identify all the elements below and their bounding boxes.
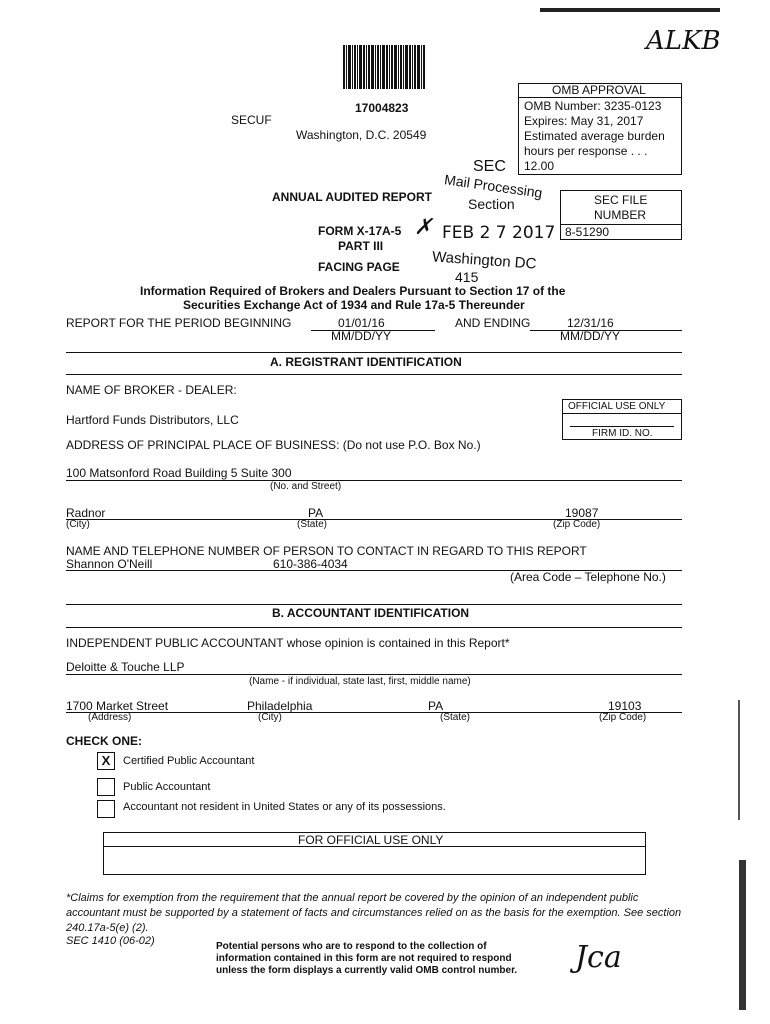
omb-number: OMB Number: 3235-0123 [524,99,662,113]
cpa-label: Certified Public Accountant [123,755,255,767]
period-end-format: MM/DD/YY [560,329,620,343]
public-accountant-checkbox[interactable] [97,778,115,796]
section-a-bottom-rule [66,374,682,375]
accountant-state: PA [428,699,444,713]
form-number: FORM X-17A-5 [318,224,402,238]
section-b-bottom-rule [66,627,682,628]
check-one-label: CHECK ONE: [66,734,143,748]
address-label: ADDRESS OF PRINCIPAL PLACE OF BUSINESS: (Do not use P.O. Box No.) [66,438,481,452]
accountant-state-caption: (State) [440,712,471,723]
period-end-label: AND ENDING [455,316,531,330]
section-a-title: A. REGISTRANT IDENTIFICATION [270,355,462,369]
non-resident-label: Accountant not resident in United States or any of its possessions. [123,801,446,813]
claims-note: *Claims for exemption from the requirement that the annual report be covered by the opinion of an independent public accountant must be supported by a statement of facts and circumstances relied on as the basis for the exemption. See section 240.17a-5(e) (2). [66,892,682,934]
business-city: Radnor [66,506,106,520]
business-zip: 19087 [565,506,599,520]
sec-stamp-city: Washington DC [431,248,537,273]
notice-line-3: unless the form displays a currently valid OMB control number. [216,965,518,976]
sec-file-number: 8-51290 [565,225,610,239]
city-caption: (City) [66,519,90,530]
period-begin-format: MM/DD/YY [331,329,391,343]
sec-stamp-code: 415 [455,269,479,285]
contact-phone: 610-386-4034 [273,557,348,571]
handwritten-signature: Jca [575,940,622,975]
sec-stamp-date: FEB 2 7 2017 [442,223,556,243]
omb-burden-hours: hours per response . . . [524,144,648,158]
period-end: 12/31/16 [567,316,614,330]
accountant-address-caption: (Address) [88,712,132,723]
zip-caption: (Zip Code) [553,519,601,530]
scan-edge-mark [738,700,740,820]
accountant-label: INDEPENDENT PUBLIC ACCOUNTANT whose opinion is contained in this Report* [66,636,510,650]
barcode-number: 17004823 [355,101,409,115]
handwritten-initials: ALKB [646,26,721,56]
broker-name: Hartford Funds Distributors, LLC [66,413,239,427]
accountant-name-underline [66,674,682,675]
sec-stamp-mail: Mail Processing [443,171,544,201]
section-a-top-rule [66,352,682,353]
scan-edge-bar [739,860,746,1010]
accountant-name-caption: (Name - if individual, state last, first, middle name) [249,676,471,687]
notice-line-1: Potential persons who are to respond to the collection of [216,941,487,952]
business-state: PA [308,506,324,520]
agency-location: Washington, D.C. 20549 [296,128,427,142]
broker-label: NAME OF BROKER - DEALER: [66,383,237,397]
accountant-address-underline [66,712,682,713]
contact-label: NAME AND TELEPHONE NUMBER OF PERSON TO CONTACT IN REGARD TO THIS REPORT [66,544,587,558]
agency-name: SECUF [231,113,272,127]
accountant-city: Philadelphia [247,699,313,713]
official-use-label: OFFICIAL USE ONLY [568,401,666,412]
period-begin-label: REPORT FOR THE PERIOD BEGINNING [66,316,292,330]
business-street: 100 Matsonford Road Building 5 Suite 300 [66,466,292,480]
official-use-divider [562,413,682,414]
accountant-city-caption: (City) [258,712,282,723]
facing-page: FACING PAGE [318,260,400,274]
info-line-2: Securities Exchange Act of 1934 and Rule 17a-5 Thereunder [183,298,525,312]
firm-id-rule [570,426,674,427]
report-title: ANNUAL AUDITED REPORT [272,190,433,204]
official-use-only-label: FOR OFFICIAL USE ONLY [298,833,444,847]
accountant-zip-caption: (Zip Code) [599,712,647,723]
phone-caption: (Area Code – Telephone No.) [510,570,666,584]
omb-burden: Estimated average burden [524,129,665,143]
accountant-address: 1700 Market Street [66,699,169,713]
handwritten-mark: ✗ [414,215,433,240]
firm-id-label: FIRM ID. NO. [592,428,653,439]
sec-stamp-section: Section [468,196,515,212]
sec-stamp-sec: SEC [473,158,506,175]
omb-expires: Expires: May 31, 2017 [524,114,644,128]
omb-title: OMB APPROVAL [552,83,646,97]
info-line-1: Information Required of Brokers and Dealers Pursuant to Section 17 of the [140,284,566,298]
street-underline [66,480,682,481]
sec-file-number-label: NUMBER [594,208,647,222]
notice-line-2: information contained in this form are not required to respond [216,953,512,964]
contact-name: Shannon O'Neill [66,557,153,571]
period-begin: 01/01/16 [338,316,385,330]
section-b-top-rule [66,604,682,605]
sec-file-label: SEC FILE [594,193,648,207]
non-resident-checkbox[interactable] [97,800,115,818]
section-b-title: B. ACCOUNTANT IDENTIFICATION [272,606,470,620]
sec-form-number: SEC 1410 (06-02) [66,935,155,947]
scan-edge-line [540,8,720,12]
barcode [343,45,425,89]
accountant-name: Deloitte & Touche LLP [66,660,185,674]
street-caption: (No. and Street) [270,481,342,492]
cpa-checkbox[interactable]: X [97,752,115,770]
form-part: PART III [338,239,384,253]
public-accountant-label: Public Accountant [123,781,211,793]
state-caption: (State) [297,519,328,530]
accountant-zip: 19103 [608,699,642,713]
omb-burden-value: 12.00 [524,159,555,173]
omb-title-divider [518,97,682,98]
